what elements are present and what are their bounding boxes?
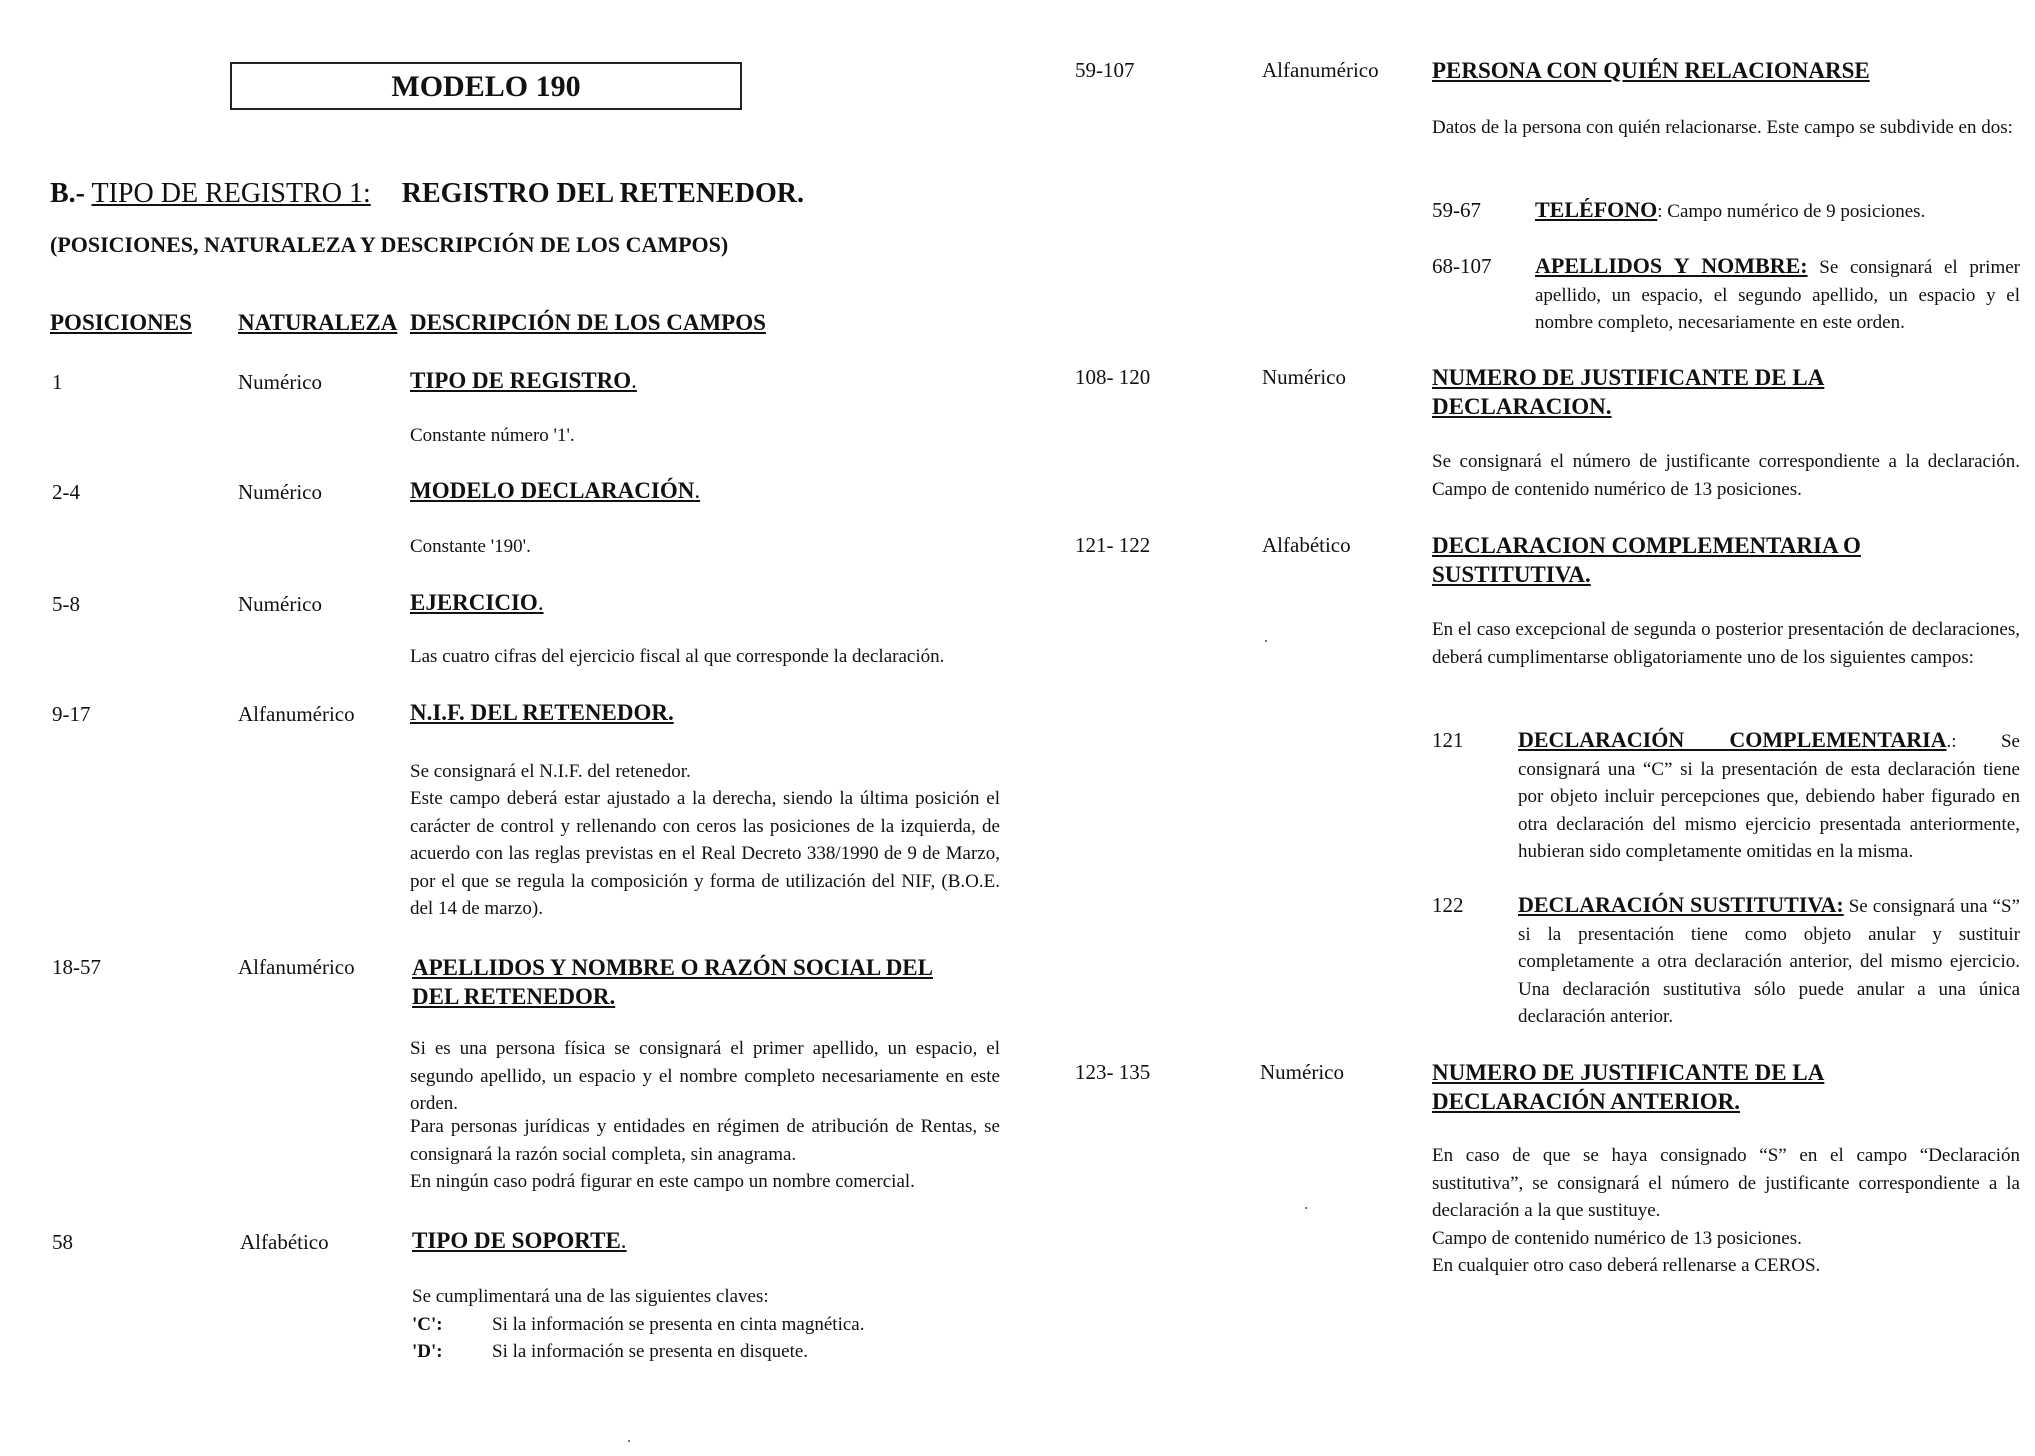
field-nature: Numérico: [238, 370, 322, 394]
section-type: TIPO DE REGISTRO 1:: [91, 178, 371, 209]
subfield-description: DECLARACIÓN COMPLEMENTARIA.: Se consignará una “C” si la presentación de esta declaración tiene por objeto incluir percepciones que, debiendo haber figurado en otra declaración del mismo ejercicio presentada anteriormente, hubieran sido completamente omitidas en la misma.: [1518, 727, 2020, 862]
subfield-description: TELÉFONO: Campo numérico de 9 posiciones.: [1535, 197, 1926, 222]
subfield-description: DECLARACIÓN SUSTITUTIVA: Se consignará una “S” si la presentación tiene como objeto anular y sustituir completamente a otra declaración anterior, del mismo ejercicio. Una declaración sustitutiva sólo puede anular a una única declaración anterior.: [1518, 892, 2020, 1027]
field-nature: Alfanumérico: [238, 702, 355, 726]
field-title: NUMERO DE JUSTIFICANTE DE LA DECLARACIÓN ANTERIOR.: [1432, 1060, 1825, 1114]
subfield-position: 59-67: [1432, 198, 1481, 222]
subfield-description: APELLIDOS Y NOMBRE: Se consignará el primer apellido, un espacio, el segundo apellido, un espacio y el nombre completo, necesariamente en este orden.: [1535, 253, 2021, 333]
key-code: 'D':: [412, 1341, 443, 1362]
field-title: N.I.F. DEL RETENEDOR.: [410, 700, 674, 725]
scan-speck: [628, 1440, 630, 1442]
subfield-position: 68-107: [1432, 254, 1492, 278]
scan-speck: [1265, 640, 1267, 642]
field-description-detail: Para personas jurídicas y entidades en régimen de atribución de Rentas, se consignará la razón social completa, sin anagrama.: [410, 1116, 1000, 1165]
key-code: 'C':: [412, 1314, 443, 1335]
column-header-nature: NATURALEZA: [238, 310, 398, 335]
page-subtitle: (POSICIONES, NATURALEZA Y DESCRIPCIÓN DE LOS CAMPOS): [50, 232, 729, 257]
field-nature: Alfabético: [1262, 533, 1351, 557]
field-title: APELLIDOS Y NOMBRE O RAZÓN SOCIAL DEL DEL RETENEDOR.: [412, 955, 933, 1009]
model-title: MODELO 190: [391, 70, 581, 103]
field-description: En el caso excepcional de segunda o posterior presentación de declaraciones, deberá cumplimentarse obligatoriamente uno de los siguientes campos:: [1432, 619, 2020, 668]
field-title: TIPO DE REGISTRO.: [410, 368, 637, 393]
column-header-description: DESCRIPCIÓN DE LOS CAMPOS: [410, 310, 766, 335]
model-title-box: [230, 62, 742, 110]
subfield-position: 121: [1432, 728, 1464, 752]
field-title: PERSONA CON QUIÉN RELACIONARSE: [1432, 58, 1870, 83]
field-description: Si es una persona física se consignará el primer apellido, un espacio, el segundo apellido, un espacio y el nombre completo necesariamente en este orden.: [410, 1038, 1000, 1114]
section-prefix: B.-: [50, 178, 85, 209]
field-position: 2-4: [52, 480, 80, 504]
field-description: Constante '190'.: [410, 536, 531, 557]
field-nature: Numérico: [1262, 365, 1346, 389]
section-title: REGISTRO DEL RETENEDOR.: [401, 178, 804, 209]
field-title: EJERCICIO.: [410, 590, 544, 615]
subfield-label: DECLARACIÓN COMPLEMENTARIA: [1518, 727, 1947, 752]
field-description-detail: Campo de contenido numérico de 13 posiciones.: [1432, 1228, 1802, 1249]
field-nature: Alfanumérico: [238, 955, 355, 979]
field-position: 123- 135: [1075, 1060, 1151, 1084]
field-position: 121- 122: [1075, 533, 1151, 557]
column-header-positions: POSICIONES: [50, 310, 192, 335]
field-position: 9-17: [52, 702, 91, 726]
field-description: Se consignará el N.I.F. del retenedor.: [410, 761, 691, 782]
field-title: DECLARACION COMPLEMENTARIA O SUSTITUTIVA.: [1432, 533, 1861, 587]
field-title: TIPO DE SOPORTE.: [412, 1228, 627, 1253]
field-nature: Numérico: [238, 480, 322, 504]
field-nature: Numérico: [1260, 1060, 1344, 1084]
field-description: Se consignará el número de justificante correspondiente a la declaración. Campo de contenido numérico de 13 posiciones.: [1432, 451, 2020, 500]
subfield-label: APELLIDOS Y NOMBRE:: [1535, 253, 1808, 278]
field-description-detail: Este campo deberá estar ajustado a la derecha, siendo la última posición el carácter de control y rellenando con ceros las posiciones de la izquierda, de acuerdo con las reglas previstas en el Real Decreto 338/1990 de 9 de Marzo, por el que se regula la composición y forma de utilización del NIF, (B.O.E. del 14 de marzo).: [410, 788, 1000, 919]
field-description-note: En cualquier otro caso deberá rellenarse a CEROS.: [1432, 1255, 1821, 1276]
field-title: MODELO DECLARACIÓN.: [410, 478, 701, 503]
subfield-label: DECLARACIÓN SUSTITUTIVA:: [1518, 892, 1844, 917]
subfield-label: TELÉFONO: [1535, 197, 1658, 222]
field-description: Datos de la persona con quién relacionarse. Este campo se subdivide en dos:: [1432, 117, 2013, 138]
field-description-note: En ningún caso podrá figurar en este campo un nombre comercial.: [410, 1171, 915, 1192]
field-title: NUMERO DE JUSTIFICANTE DE LA DECLARACION.: [1432, 365, 1825, 419]
section-heading: [50, 178, 804, 210]
scan-speck: [1305, 1207, 1307, 1209]
field-nature: Numérico: [238, 592, 322, 616]
field-position: 108- 120: [1075, 365, 1151, 389]
field-position: 58: [52, 1230, 73, 1254]
field-position: 1: [52, 370, 63, 394]
subfield-position: 122: [1432, 893, 1464, 917]
field-position: 5-8: [52, 592, 80, 616]
field-description: En caso de que se haya consignado “S” en el campo “Declaración sustitutiva”, se consignará el número de justificante correspondiente a la declaración a la que sustituye.: [1432, 1145, 2020, 1221]
field-position: 18-57: [52, 955, 101, 979]
key-description: Si la información se presenta en cinta magnética.: [492, 1314, 865, 1335]
field-nature: Alfanumérico: [1262, 58, 1379, 82]
field-description: Las cuatro cifras del ejercicio fiscal al que corresponde la declaración.: [410, 646, 945, 667]
field-description: Constante número '1'.: [410, 425, 575, 446]
field-description: Se cumplimentará una de las siguientes claves:: [412, 1286, 769, 1307]
field-position: 59-107: [1075, 58, 1135, 82]
field-nature: Alfabético: [240, 1230, 329, 1254]
key-description: Si la información se presenta en disquete.: [492, 1341, 809, 1362]
